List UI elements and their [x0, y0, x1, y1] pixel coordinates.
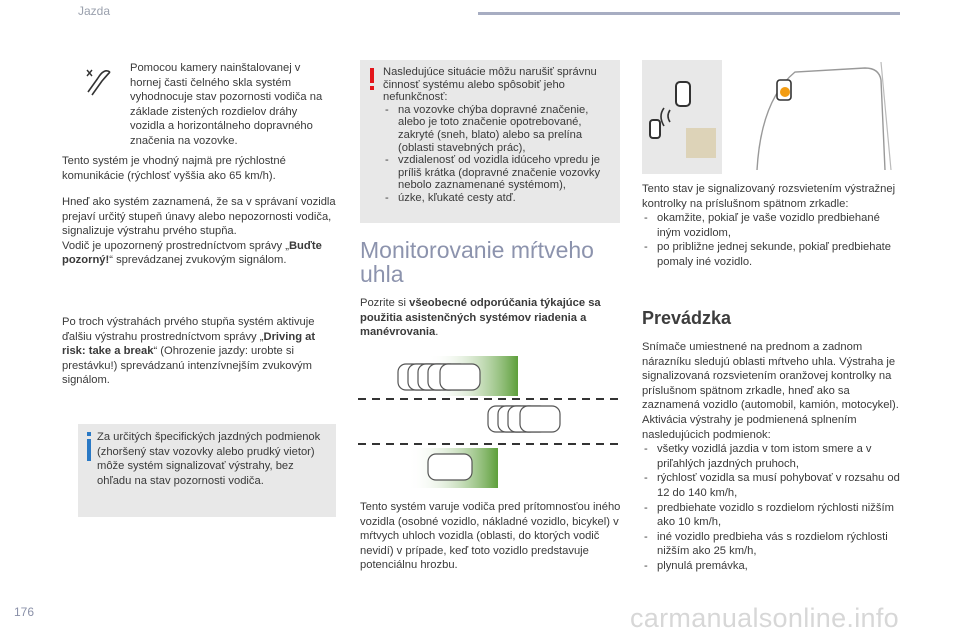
page-number: 176 — [14, 605, 35, 619]
ref-bold: všeobecné odporúčania týkajúce sa použitia asistenčných systémov riadenia a manévrovania — [360, 297, 601, 339]
operation-item: - iné vozidlo predbieha vás s rozdielom rýchlosti nižším ako 25 km/h, — [642, 530, 902, 559]
detect-text: Hneď ako systém zaznamená, že sa v správaní vozidla prejaví určitý stupeň únavy alebo nepozornosti vodiča, signalizuje výstrahu prvého stupňa. — [62, 196, 336, 238]
ref-post: . — [435, 326, 439, 339]
side-mirror-icon — [755, 60, 895, 174]
operation-item: - všetky vozidlá jazdia v tom istom smere a v priľahlých jazdných pruhoch, — [642, 442, 902, 471]
operation-item: - predbiehate vozidlo s rozdielom rýchlosti nižším ako 10 km/h, — [642, 501, 902, 530]
warning-icon — [368, 68, 376, 90]
third-paragraph — [62, 315, 322, 388]
third-pre: Po troch výstrahách prvého stupňa systém aktivuje ďalšiu výstrahu prostredníctvom správy „ — [62, 316, 315, 343]
signal-intro: Tento stav je signalizovaný rozsvietením výstražnej kontrolky na príslušnom spätnom zrkadle: — [642, 183, 896, 210]
warning-note-box — [360, 60, 620, 223]
warning-lamp-illustration — [642, 60, 722, 174]
operation-item: - rýchlosť vozidla sa musí pohybovať v rozsahu od 12 do 140 km/h, — [642, 471, 902, 500]
reference-paragraph — [360, 296, 622, 340]
header-rule — [478, 12, 900, 15]
info-note-text: Za určitých špecifických jazdných podmienok (zhoršený stav vozovky alebo prudký vietor) môže systém signalizovať výstrahy, bez ohľadu na stav pozornosti vodiča. — [97, 431, 321, 487]
operation-intro: Snímače umiestnené na prednom a zadnom nárazníku sledujú oblasti mŕtveho uhla. Výstraha je signalizovaná rozsvietením oranžovej kontrolky na príslušnom spätnom zrkadle, hneď ako sa zaznamená vozidlo (automobil, kamión, motocykel). Aktivácia výstrahy je podmienená splnením nasledujúcich podmienok: — [642, 341, 899, 441]
info-note-box — [78, 424, 336, 517]
third-post: “ (Ohrozenie jazdy: urobte si prestávku!) sprevádzanú intenzívnejším zvukovým signálom. — [62, 345, 312, 387]
blind-spot-illustration — [358, 352, 620, 492]
section-title: Jazda — [78, 4, 111, 18]
driver-bold: Buďte pozorný! — [62, 239, 322, 267]
warning-item: - na vozovke chýba dopravné značenie, alebo je toto značenie opotrebované, zakryté (sneh, blato) alebo sa prelína (oblasti stavebných prác), — [383, 104, 615, 154]
blind-spot-heading: Monitorovanie mŕtveho uhla — [360, 237, 594, 287]
warning-content — [383, 66, 615, 205]
signal-item: - okamžite, pokiaľ je vaše vozidlo predbiehané iným vozidlom, — [642, 211, 897, 240]
warns-text: Tento systém varuje vodiča pred prítomnosťou iného vozidla (osobné vozidlo, nákladné vozidlo, bicykel) v mŕtvych uhloch vozidla (oblasti, do ktorých vodič nevidí) v prípade, keď toto vozidlo predstavuje potenciálnu hrozbu. — [360, 501, 621, 572]
operation-heading: Prevádzka — [642, 308, 732, 328]
driver-pre: Vodič je upozornený prostredníctvom správy „ — [62, 239, 289, 252]
warning-intro: Nasledujúce situácie môžu narušiť správnu činnosť systému alebo spôsobiť jeho nefunkčnosť: — [383, 66, 597, 104]
suitable-text: Tento systém je vhodný najmä pre rýchlostné komunikácie (rýchlosť vyššia ako 65 km/h). — [62, 155, 286, 182]
driver-attention-icon — [84, 64, 114, 98]
watermark: carmanualsonline.info — [630, 603, 899, 633]
camera-text: Pomocou kamery nainštalovanej v hornej časti čelného skla systém vyhodnocuje stav pozornosti vodiča na základe zistených rozdielov dráhy vozidla a horizontálneho dopravného značenia na vozovke. — [130, 62, 323, 147]
operation-item: - plynulá premávka, — [642, 559, 902, 574]
detect-paragraph — [62, 195, 337, 268]
info-icon — [84, 432, 94, 462]
warning-item: - vzdialenosť od vozidla idúceho vpredu je príliš krátka (dopravné značenie vozovky nebolo zaznamenané systémom), — [383, 154, 615, 192]
driver-post: “ sprevádzanej zvukovým signálom. — [109, 254, 287, 267]
ref-pre: Pozrite si — [360, 297, 410, 309]
signal-item: - po približne jednej sekunde, pokiaľ predbiehate pomaly iné vozidlo. — [642, 240, 897, 269]
operation-paragraph — [642, 340, 902, 574]
warning-item: - úzke, kľukaté cesty atď. — [383, 192, 615, 205]
third-bold: Driving at risk: take a break — [62, 330, 316, 358]
signal-paragraph — [642, 182, 897, 270]
